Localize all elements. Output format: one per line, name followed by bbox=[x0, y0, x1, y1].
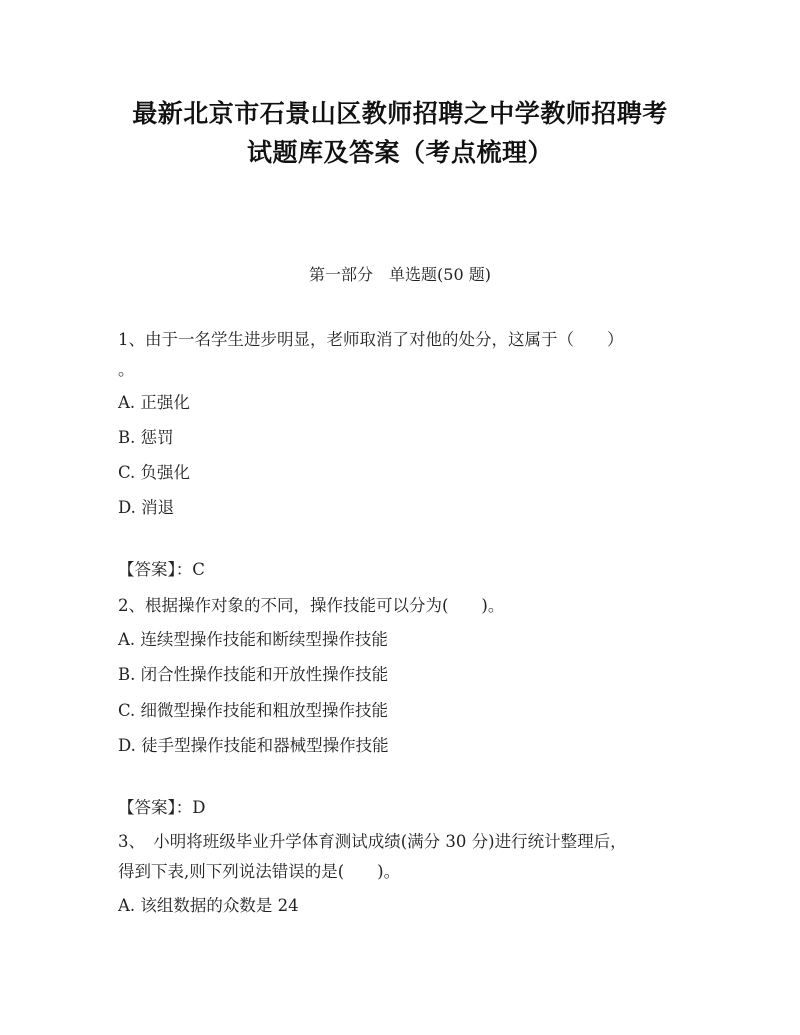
question-1-answer: 【答案】：C bbox=[118, 560, 205, 579]
question-1-option-c: C. 负强化 bbox=[118, 463, 191, 482]
question-2-answer: 【答案】：D bbox=[118, 798, 206, 817]
question-1-option-a: A. 正强化 bbox=[118, 393, 190, 412]
question-3-stem: 3、 小明将班级毕业升学体育测试成绩(满分 30 分)进行统计整理后， bbox=[118, 832, 627, 851]
question-3-option-a: A. 该组数据的众数是 24 bbox=[118, 896, 299, 915]
question-2-stem: 2、根据操作对象的不同，操作技能可以分为( )。 bbox=[118, 596, 505, 615]
document-title-line-1: 最新北京市石景山区教师招聘之中学教师招聘考 bbox=[132, 99, 668, 128]
question-2-option-c: C. 细微型操作技能和粗放型操作技能 bbox=[118, 701, 389, 720]
question-2-option-a: A. 连续型操作技能和断续型操作技能 bbox=[118, 630, 388, 649]
document-title-line-2: 试题库及答案（考点梳理） bbox=[246, 138, 553, 167]
question-2-option-b: B. 闭合性操作技能和开放性操作技能 bbox=[118, 665, 389, 684]
question-3-stem-continued: 得到下表,则下列说法错误的是( )。 bbox=[118, 862, 401, 881]
question-1-option-d: D. 消退 bbox=[118, 498, 175, 517]
question-1-option-b: B. 惩罚 bbox=[118, 428, 174, 447]
section-heading: 第一部分 单选题(50 题) bbox=[309, 265, 491, 284]
question-1-stem-continued: 。 bbox=[118, 360, 135, 379]
question-1-stem: 1、由于一名学生进步明显，老师取消了对他的处分，这属于（ ） bbox=[118, 330, 624, 349]
question-2-option-d: D. 徒手型操作技能和器械型操作技能 bbox=[118, 736, 389, 755]
